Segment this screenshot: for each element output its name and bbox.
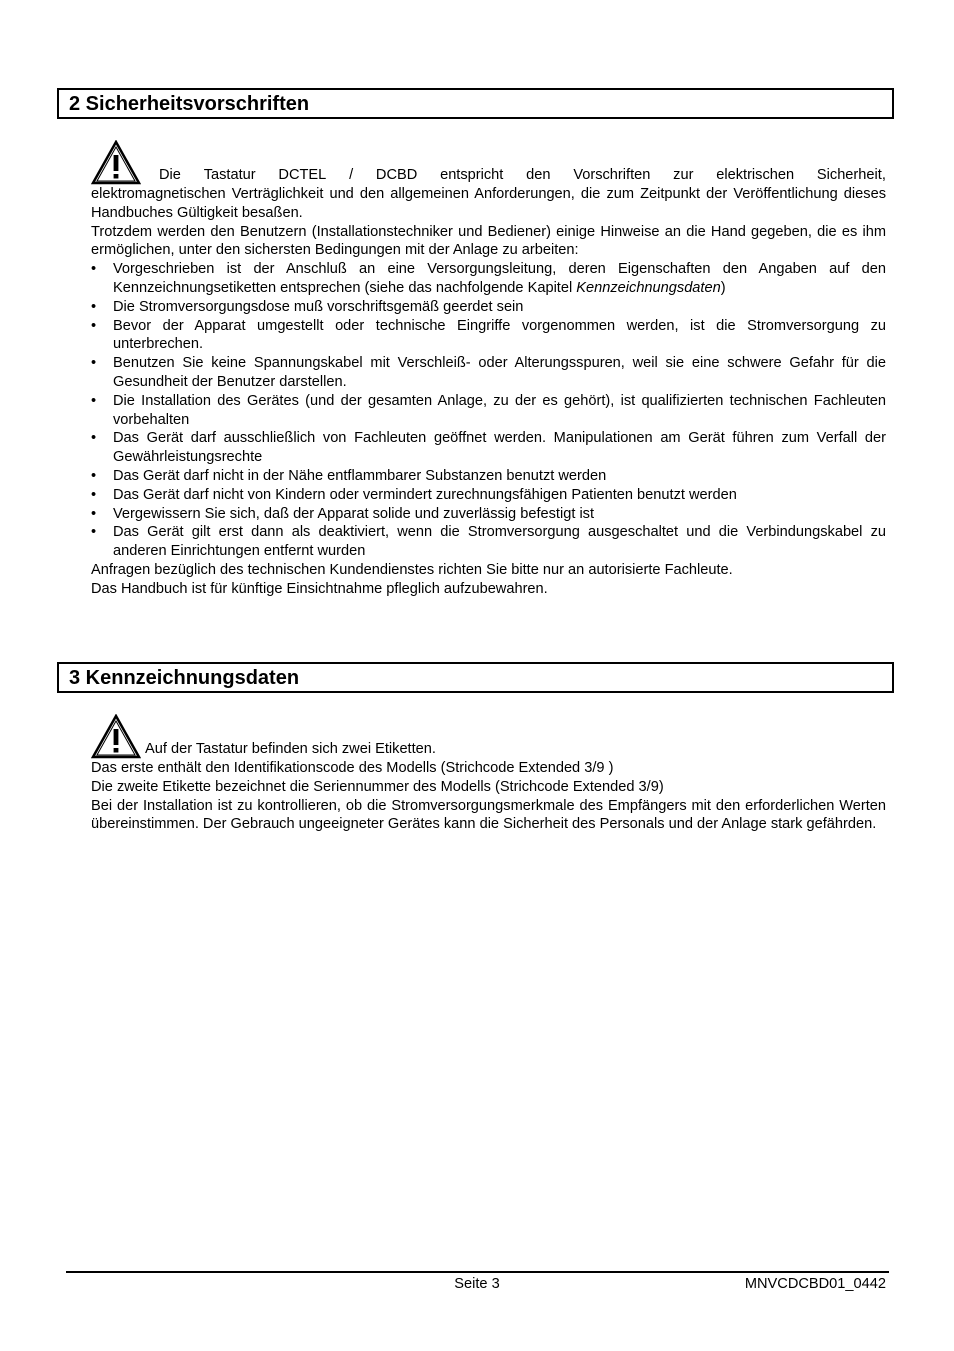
section-2-closing-2: Das Handbuch ist für künftige Einsichtnahme pfleglich aufzubewahren. xyxy=(91,580,548,597)
warning-triangle-icon xyxy=(91,714,141,759)
intro-word: DCTEL xyxy=(278,167,327,184)
list-item: • Vergewissern Sie sich, daß der Apparat solide und zuverlässig befestigt ist xyxy=(91,505,886,524)
chapter-reference: Kennzeichnungsdaten xyxy=(576,279,721,296)
section-3-intro: Auf der Tastatur befinden sich zwei Etiketten. xyxy=(145,741,436,758)
section-3-line-3: Die zweite Etikette bezeichnet die Seriennummer des Modells (Strichcode Extended 3/9) xyxy=(91,778,664,795)
document-code: MNVCDCBD01_0442 xyxy=(744,1276,886,1292)
intro-word: elektrischen xyxy=(716,167,795,184)
list-item: • Benutzen Sie keine Spannungskabel mit Verschleiß- oder Alterungsspuren, weil sie eine schwere Gefahr für die Gesundheit der Benutzer darstellen. xyxy=(91,354,886,392)
list-item: • Das Gerät darf nicht in der Nähe entflammbarer Substanzen benutzt werden xyxy=(91,467,886,486)
list-item: • Das Gerät darf ausschließlich von Fachleuten geöffnet werden. Manipulationen am Gerät führen zum Verfall der Gewährleistungsrechte xyxy=(91,429,886,467)
intro-word: zur xyxy=(673,167,694,184)
intro-word: entspricht xyxy=(440,167,504,184)
intro-word: Sicherheit, xyxy=(816,167,886,184)
intro-word: den xyxy=(526,167,551,184)
intro-word: / xyxy=(349,167,354,184)
list-item: • Vorgeschrieben ist der Anschluß an eine Versorgungsleitung, deren Eigenschaften den Angaben auf den Kennzeichnungsetiketten entsprechen (siehe das nachfolgende Kapitel Kennzeichnungsdaten) xyxy=(91,260,886,298)
warning-triangle-icon xyxy=(91,140,141,185)
intro-word: DCBD xyxy=(375,167,418,184)
section-2-heading: 2 Sicherheitsvorschriften xyxy=(57,88,894,119)
section-2-intro-line xyxy=(91,140,886,185)
section-2-paragraph-2: Trotzdem werden den Benutzern (Installationstechniker und Bediener) einige Hinweise an die Hand gegeben, die es ihm ermöglichen, unter den sichersten Bedingungen mit der Anlage zu arbeiten: xyxy=(91,223,886,259)
section-3-paragraph-4: Bei der Installation ist zu kontrollieren, ob die Stromversorgungsmerkmale des Empfängers mit den erforderlichen Werten übereinstimmen. Der Gebrauch ungeeigneter Gerätes kann die Sicherheit des Personals und der Anlage stark gefährden. xyxy=(91,797,886,833)
page-number: Seite 3 xyxy=(454,1276,500,1292)
list-item: • Das Gerät darf nicht von Kindern oder vermindert zurechnungsfähigen Patienten benutzt werden xyxy=(91,486,886,505)
intro-word: Tastatur xyxy=(203,167,256,184)
section-2-intro-words xyxy=(159,166,886,185)
footer-divider xyxy=(66,1271,889,1273)
section-3-line-2: Das erste enthält den Identifikationscode des Modells (Strichcode Extended 3/9 ) xyxy=(91,760,614,776)
intro-word: Die xyxy=(159,167,181,184)
section-3-intro-line xyxy=(91,714,886,759)
list-item: • Die Installation des Gerätes (und der gesamten Anlage, zu der es gehört), ist qualifizierten technischen Fachleuten vorbehalten xyxy=(91,392,886,430)
section-2-intro-continuation: elektromagnetischen Verträglichkeit und den allgemeinen Anforderungen, die zum Zeitpunkt der Veröffentlichung dieses Handbuches Gültigkeit besaßen. xyxy=(91,186,886,221)
section-3-heading: 3 Kennzeichnungsdaten xyxy=(57,662,894,693)
section-2-body xyxy=(91,140,886,599)
section-2-closing-1: Anfragen bezüglich des technischen Kundendienstes richten Sie bitte nur an autorisierte Fachleute. xyxy=(91,561,733,578)
safety-list xyxy=(91,260,886,561)
list-item: • Das Gerät gilt erst dann als deaktiviert, wenn die Stromversorgung ausgeschaltet und die Verbindungskabel zu anderen Einrichtungen entfernt wurden xyxy=(91,523,886,561)
list-item: • Die Stromversorgungsdose muß vorschriftsgemäß geerdet sein xyxy=(91,298,886,317)
section-3-body xyxy=(91,714,886,834)
intro-word: Vorschriften xyxy=(573,167,651,184)
list-item: • Bevor der Apparat umgestellt oder technische Eingriffe vorgenommen werden, ist die Stromversorgung zu unterbrechen. xyxy=(91,317,886,355)
